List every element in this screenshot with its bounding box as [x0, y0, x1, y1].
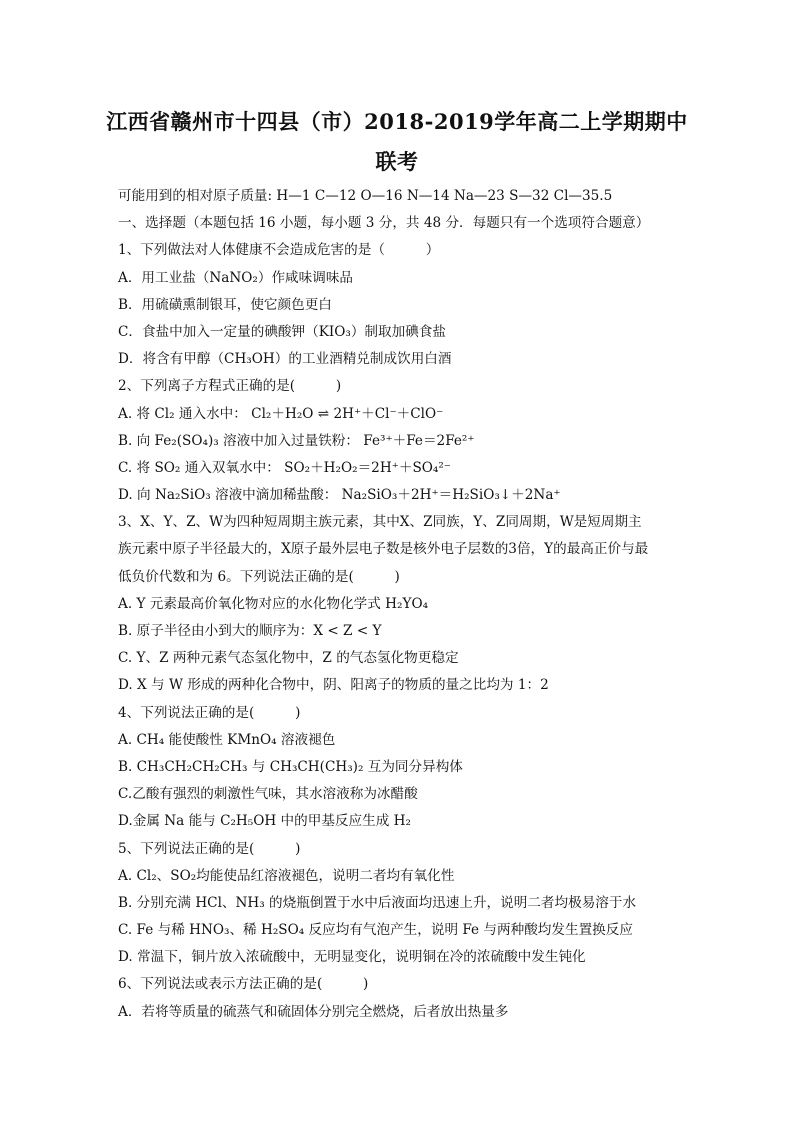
- q6-option-a: A．若将等质量的硫蒸气和硫固体分别完全燃烧，后者放出热量多: [118, 1003, 509, 1020]
- question-3-line-2: 族元素中原子半径最大的，X原子最外层电子数是核外电子层数的3倍，Y的最高正价与最: [118, 541, 649, 558]
- q4-option-b: B. CH₃CH₂CH₂CH₃ 与 CH₃CH(CH₃)₂ 互为同分异构体: [118, 758, 463, 775]
- q2-option-a: A. 将 Cl₂ 通入水中： Cl₂＋H₂O ⇌ 2H⁺＋Cl⁻＋ClO⁻: [118, 405, 444, 422]
- document-title-continued: 联考: [375, 149, 419, 174]
- q5-option-c: C. Fe 与稀 HNO₃、稀 H₂SO₄ 反应均有气泡产生，说明 Fe 与两种酸均发生置换反应: [118, 922, 633, 939]
- question-6: 6、下列说法或表示方法正确的是( ): [118, 976, 369, 993]
- document-title: 江西省赣州市十四县（市）2018-2019学年高二上学期期中: [106, 109, 688, 134]
- question-3-line-1: 3、X、Y、Z、W为四种短周期主族元素，其中X、Z同族，Y、Z同周期，W是短周期主: [118, 514, 642, 531]
- question-5: 5、下列说法正确的是( ): [118, 840, 301, 857]
- question-2: 2、下列离子方程式正确的是( ): [118, 378, 342, 395]
- question-4: 4、下列说法正确的是( ): [118, 704, 301, 721]
- q5-option-d: D. 常温下，铜片放入浓硫酸中，无明显变化，说明铜在冷的浓硫酸中发生钝化: [118, 949, 586, 966]
- question-3-line-3: 低负价代数和为 6。下列说法正确的是( ): [118, 568, 400, 585]
- q4-option-a: A. CH₄ 能使酸性 KMnO₄ 溶液褪色: [118, 731, 336, 748]
- q3-option-b: B. 原子半径由小到大的顺序为：X < Z < Y: [118, 623, 382, 639]
- q1-option-c: C．食盐中加入一定量的碘酸钾（KIO₃）制取加碘食盐: [118, 323, 446, 340]
- q4-option-c: C.乙酸有强烈的刺激性气味，其水溶液称为冰醋酸: [118, 786, 418, 803]
- q2-option-c: C. 将 SO₂ 通入双氧水中： SO₂＋H₂O₂＝2H⁺＋SO₄²⁻: [118, 459, 451, 476]
- q5-option-b: B. 分别充满 HCl、NH₃ 的烧瓶倒置于水中后液面均迅速上升，说明二者均极易溶于水: [118, 894, 637, 911]
- q1-option-d: D．将含有甲醇（CH₃OH）的工业酒精兑制成饮用白酒: [118, 351, 452, 368]
- atomic-mass-note: 可能用到的相对原子质量: H—1 C—12 O—16 N—14 Na—23 S—32 Cl—35.5: [118, 188, 613, 204]
- q1-option-a: A．用工业盐（NaNO₂）作咸味调味品: [118, 269, 354, 286]
- q3-option-c: C. Y、Z 两种元素气态氢化物中，Z 的气态氢化物更稳定: [118, 650, 459, 667]
- exam-body: [118, 183, 688, 1026]
- q2-option-b: B. 向 Fe₂(SO₄)₃ 溶液中加入过量铁粉： Fe³⁺＋Fe＝2Fe²⁺: [118, 432, 475, 449]
- q2-option-d: D. 向 Na₂SiO₃ 溶液中滴加稀盐酸： Na₂SiO₃＋2H⁺＝H₂SiO₃↓＋2Na⁺: [118, 487, 561, 504]
- q3-option-d: D. X 与 W 形成的两种化合物中，阴、阳离子的物质的量之比均为 1：2: [118, 677, 549, 694]
- question-1: 1、下列做法对人体健康不会造成危害的是（ ）: [118, 242, 440, 259]
- section-heading: 一、选择题（本题包括 16 小题，每小题 3 分，共 48 分．每题只有一个选项符合题意）: [118, 215, 650, 232]
- q5-option-a: A. Cl₂、SO₂均能使品红溶液褪色，说明二者均有氧化性: [118, 867, 455, 884]
- q4-option-d: D.金属 Na 能与 C₂H₅OH 中的甲基反应生成 H₂: [118, 813, 411, 830]
- q1-option-b: B．用硫磺熏制银耳，使它颜色更白: [118, 296, 332, 313]
- q3-option-a: A. Y 元素最高价氧化物对应的水化物化学式 H₂YO₄: [118, 595, 429, 612]
